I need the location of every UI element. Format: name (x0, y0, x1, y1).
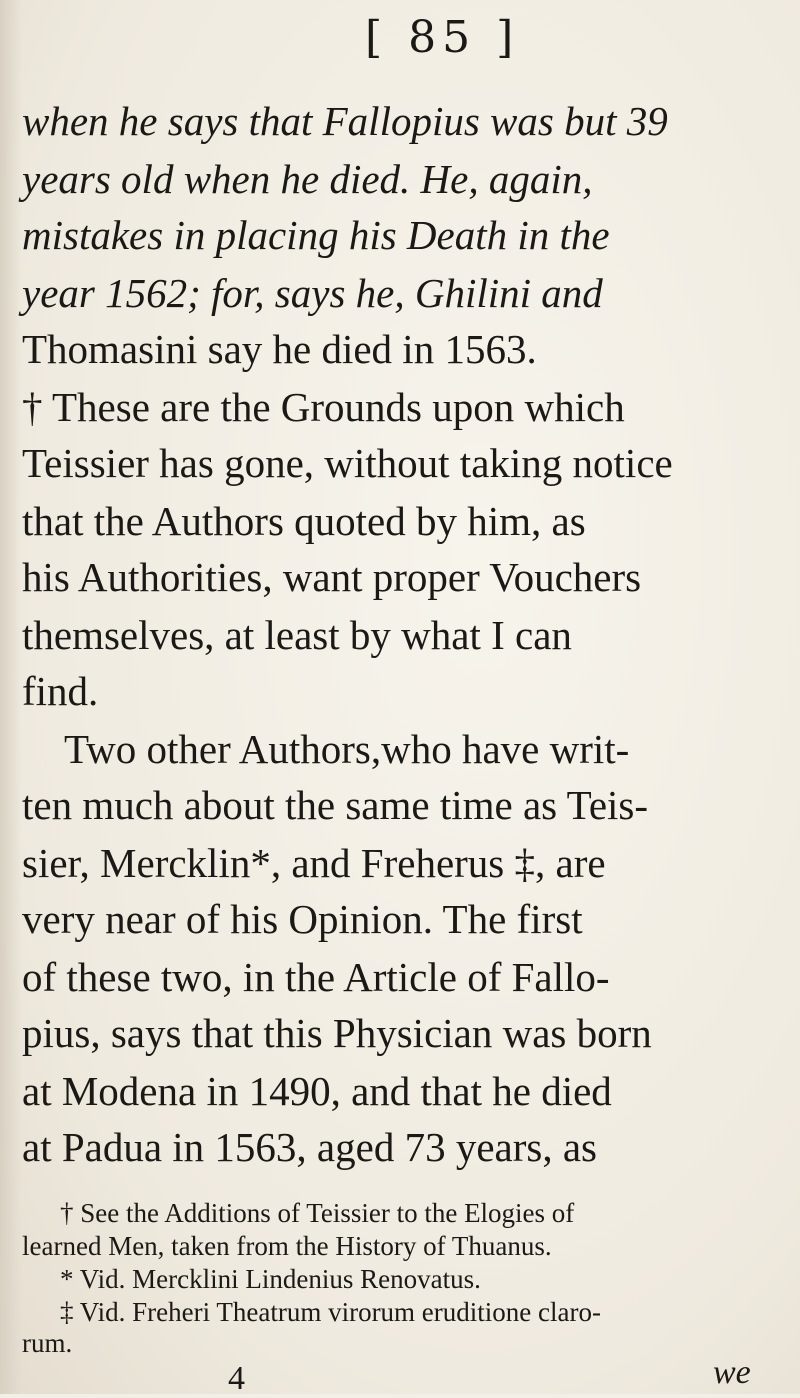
text-line: at Padua in 1563, aged 73 years, as (22, 1124, 597, 1170)
page-spine-shadow (0, 0, 22, 1394)
footnote-line: ‡ Vid. Freheri Theatrum virorum eruditione claro- (60, 1297, 601, 1327)
text-line: pius, says that this Physician was born (22, 1010, 652, 1056)
text-line: Teissier has gone, without taking notice (22, 440, 673, 486)
catchword: we (713, 1354, 751, 1391)
text-line: very near of his Opinion. The first (22, 896, 583, 942)
text-line: years old when he died. He, again, (22, 156, 593, 202)
text-line: his Authorities, want proper Vouchers (22, 554, 642, 600)
text-line: of these two, in the Article of Fallo- (22, 954, 610, 1000)
text-line: at Modena in 1490, and that he died (22, 1068, 612, 1114)
text-line: find. (22, 668, 99, 714)
signature-mark: 4 (228, 1360, 245, 1397)
text-line: that the Authors quoted by him, as (22, 498, 586, 544)
text-line: when he says that Fallopius was but 39 (22, 98, 668, 144)
text-line: Thomasini say he died in 1563. (22, 326, 537, 372)
text-line: themselves, at least by what I can (22, 612, 572, 658)
footnote-line: † See the Additions of Teissier to the Elogies of (60, 1198, 575, 1228)
text-line: Two other Authors,who have writ- (64, 726, 630, 772)
page-number: [ 85 ] (365, 12, 520, 63)
text-line: † These are the Grounds upon which (22, 384, 625, 430)
footnote-line: * Vid. Mercklini Lindenius Renovatus. (60, 1264, 481, 1294)
text-line: ten much about the same time as Teis- (22, 782, 649, 828)
footnote-line: learned Men, taken from the History of Thuanus. (22, 1231, 552, 1261)
text-line: sier, Mercklin*, and Freherus ‡, are (22, 840, 606, 886)
text-line: year 1562; for, says he, Ghilini and (22, 270, 603, 316)
text-line: mistakes in placing his Death in the (22, 212, 610, 258)
footnote-line: rum. (22, 1328, 73, 1358)
